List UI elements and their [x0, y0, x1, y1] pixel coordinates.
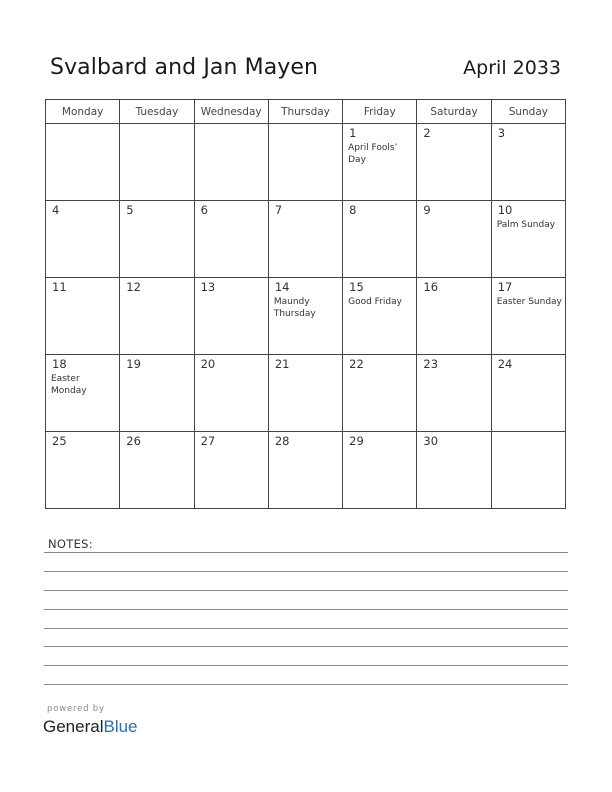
day-cell [417, 201, 491, 278]
powered-by-label: powered by [47, 704, 105, 714]
day-number: 10 [497, 203, 513, 217]
brand-logo [43, 717, 138, 737]
day-cell [343, 201, 417, 278]
notes-line [44, 684, 568, 685]
day-cell [46, 355, 120, 432]
day-number: 24 [497, 357, 513, 371]
day-number: 2 [423, 126, 431, 140]
notes-label: NOTES: [48, 537, 93, 551]
day-number: 11 [52, 280, 67, 294]
day-number: 26 [126, 434, 141, 448]
brand-general: General [43, 717, 104, 736]
day-cell [491, 278, 565, 355]
day-cell [417, 124, 491, 201]
day-number: 4 [52, 203, 60, 217]
day-number: 20 [200, 357, 216, 371]
holiday-label: Easter Monday [51, 374, 87, 396]
day-cell [194, 278, 268, 355]
day-number: 25 [52, 434, 67, 448]
holiday-label: Maundy Thursday [273, 297, 316, 319]
notes-line [44, 646, 568, 647]
day-cell [46, 432, 120, 509]
day-number: 29 [349, 434, 364, 448]
week-row [46, 124, 566, 201]
weekday-header: Saturday [417, 100, 491, 124]
day-cell [268, 278, 342, 355]
day-cell [194, 124, 268, 201]
day-cell [194, 355, 268, 432]
day-cell [491, 201, 565, 278]
weekday-header: Tuesday [120, 100, 194, 124]
day-number: 27 [200, 434, 216, 448]
weekday-header: Wednesday [194, 100, 268, 124]
day-number: 7 [274, 203, 283, 217]
day-cell [268, 432, 342, 509]
day-cell [120, 432, 194, 509]
notes-line [44, 552, 568, 553]
calendar-month: April 2033 [463, 57, 561, 79]
notes-line [44, 665, 568, 666]
day-cell [343, 355, 417, 432]
weekday-header: Sunday [491, 100, 565, 124]
day-cell [491, 355, 565, 432]
weekday-header-row [46, 100, 566, 124]
day-number: 19 [126, 357, 141, 371]
day-cell [194, 432, 268, 509]
day-cell [46, 201, 120, 278]
day-cell [491, 124, 565, 201]
week-row [46, 432, 566, 509]
day-number: 12 [126, 280, 141, 294]
weekday-header: Friday [343, 100, 417, 124]
day-cell [268, 201, 342, 278]
day-cell [417, 432, 491, 509]
day-cell [120, 201, 194, 278]
day-number: 28 [274, 434, 290, 448]
weekday-header: Thursday [268, 100, 342, 124]
holiday-label: April Fools’ Day [348, 143, 398, 165]
day-cell [491, 432, 565, 509]
day-number: 17 [497, 280, 513, 294]
day-number: 8 [349, 203, 357, 217]
calendar-grid [45, 99, 566, 509]
weekday-header: Monday [46, 100, 120, 124]
day-cell [46, 278, 120, 355]
week-row [46, 278, 566, 355]
notes-line [44, 609, 568, 610]
day-cell [194, 201, 268, 278]
day-number: 3 [497, 126, 506, 140]
day-number: 30 [423, 434, 439, 448]
day-number: 6 [200, 203, 208, 217]
day-number: 22 [349, 357, 364, 371]
day-number: 21 [274, 357, 290, 371]
day-cell [268, 124, 342, 201]
notes-line [44, 628, 568, 629]
day-cell [343, 124, 417, 201]
day-number: 14 [274, 280, 290, 294]
holiday-label: Good Friday [348, 297, 402, 307]
week-row [46, 355, 566, 432]
day-cell [417, 355, 491, 432]
day-cell [343, 278, 417, 355]
day-cell [417, 278, 491, 355]
day-cell [343, 432, 417, 509]
day-number: 16 [423, 280, 439, 294]
brand-blue: Blue [103, 717, 138, 736]
day-cell [268, 355, 342, 432]
holiday-label: Easter Sunday [496, 297, 562, 307]
day-number: 13 [200, 280, 216, 294]
day-number: 9 [423, 203, 431, 217]
day-cell [120, 124, 194, 201]
day-cell [46, 124, 120, 201]
day-number: 1 [349, 126, 357, 140]
day-number: 18 [52, 357, 67, 371]
week-row [46, 201, 566, 278]
notes-line [44, 590, 568, 591]
day-number: 23 [423, 357, 439, 371]
holiday-label: Palm Sunday [496, 220, 556, 230]
day-number: 15 [349, 280, 364, 294]
notes-line [44, 571, 568, 572]
day-number: 5 [126, 203, 134, 217]
calendar-title: Svalbard and Jan Mayen [50, 55, 319, 80]
day-cell [120, 278, 194, 355]
day-cell [120, 355, 194, 432]
